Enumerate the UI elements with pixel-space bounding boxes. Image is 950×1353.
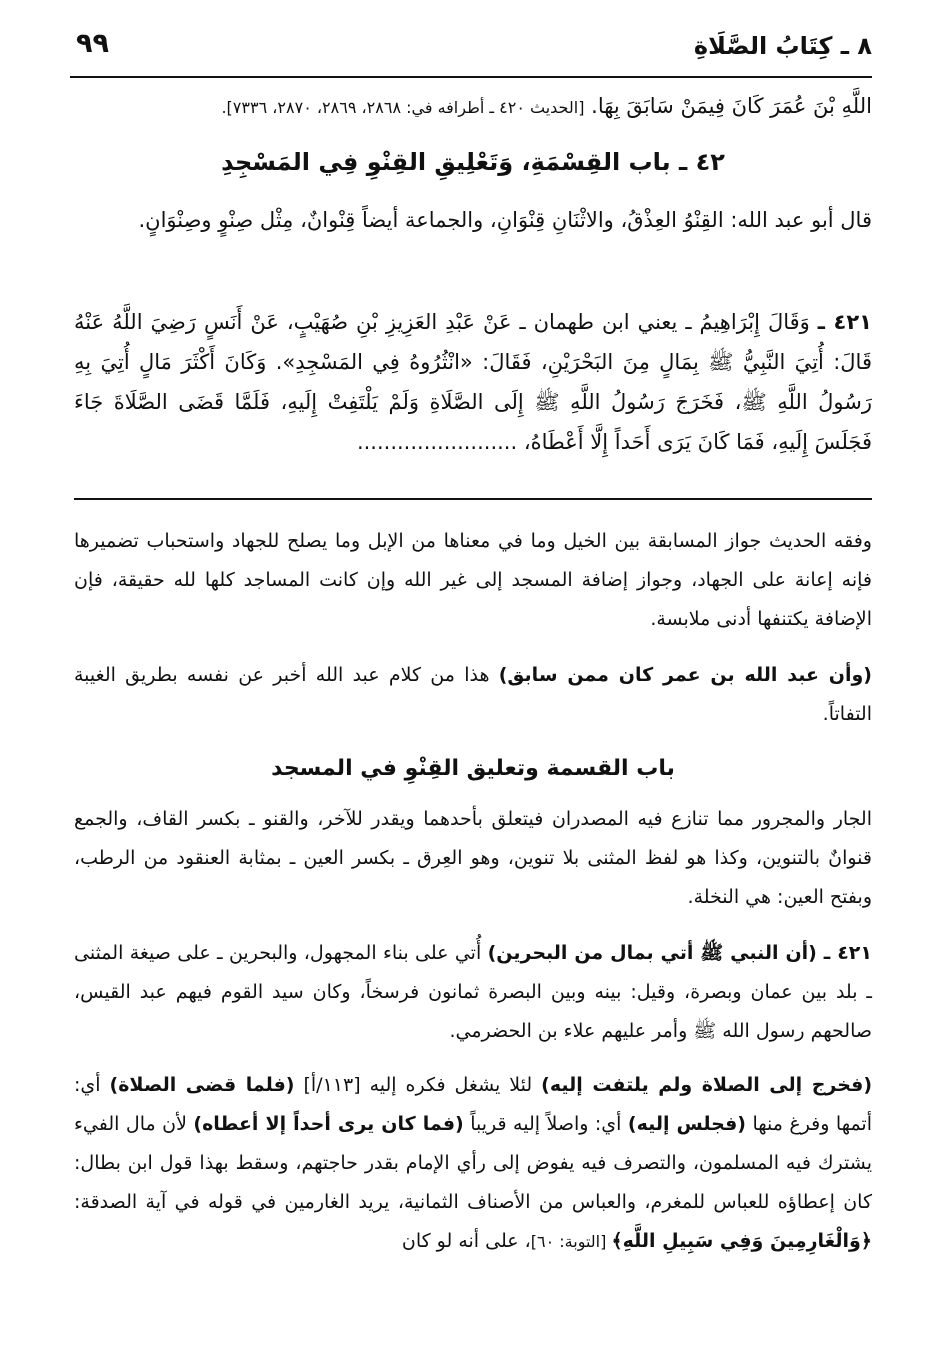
- abu-abdillah-paragraph: قال أبو عبد الله: القِنْوُ العِذْقُ، والاثْنَانِ قِنْوَانِ، والجماعة أيضاً قِنْوانٌ، مِثْل صِنْوٍ وصِنْوَانٍ.: [138, 208, 872, 232]
- hadith-text: وَقَالَ إِبْرَاهِيمُ ـ يعني ابن طهمان ـ عَنْ عَبْدِ العَزِيزِ بْنِ صُهَيْبٍ، عَنْ أَنَسٍ رَضِيَ اللَّهُ عَنْهُ قَالَ: أُتِيَ النَّبِيُّ ﷺ بِمَالٍ مِنَ البَحْرَيْنِ، فَقَالَ: «انْثُرُوهُ فِي المَسْجِدِ». وَكَانَ أَكْثَرَ مَالٍ أُتِيَ بِهِ رَسُولُ اللَّهِ ﷺ، فَخَرَجَ رَسُولُ اللَّهِ ﷺ إِلَى الصَّلَاةِ وَلَمْ يَلْتَفِتْ إِلَيهِ، فَلَمَّا قَضَى الصَّلَاةَ جَاءَ فَجَلَسَ إِلَيهِ، فَمَا كَانَ يَرَى أَحَداً إِلَّا أَعْطَاهُ، ........................: [74, 310, 872, 454]
- chapter-title: ٨ ـ كِتَابُ الصَّلَاةِ: [693, 32, 872, 60]
- carryover-text: اللَّهِ بْنَ عُمَرَ كَانَ فِيمَنْ سَابَقَ بِهَا.: [591, 94, 872, 118]
- sharh-comment: لئلا يشغل فكره إليه [١١٣/أ]: [294, 1074, 542, 1096]
- sharh-comment: أي: واصلاً إليه قريباً: [463, 1113, 628, 1135]
- footnote-divider: [74, 498, 872, 500]
- sharh-comment: أي: أتمها وفرغ منها: [74, 1074, 872, 1135]
- page-number: ٩٩: [76, 28, 109, 59]
- sharh-paragraph-2: [74, 656, 872, 734]
- sharh-paragraph-1: وفقه الحديث جواز المسابقة بين الخيل وما في معناها من الإبل وما يصلح للجهاد واستحباب تضميرها فإنه إعانة على الجهاد، وجواز إضافة المسجد إلى غير الله وإن كانت المساجد كلها لله حقيقة، فإن الإضافة يكتنفها أدنى ملابسة.: [74, 530, 872, 630]
- sharh-comment: أُتي على بناء المجهول، والبحرين ـ على صيغة المثنى ـ بلد بين عمان وبصرة، وقيل: بينه وبين البصرة ثمانون فرسخاً، وكان سيد القوم فيهم عبد القيس، صالحهم رسول الله ﷺ وأمر عليهم علاء بن الحضرمي.: [74, 942, 872, 1042]
- page-header: [70, 24, 872, 78]
- sharh-quote: (فلما قضى الصلاة): [109, 1074, 295, 1096]
- hadith-421: [74, 302, 872, 462]
- bab-title: ٤٢ ـ باب القِسْمَةِ، وَتَعْلِيقِ القِنْوِ فِي المَسْجِدِ: [221, 148, 725, 176]
- hadith-number: ٤٢١ ـ: [817, 310, 872, 334]
- carryover-line: [74, 86, 872, 128]
- sharh-bab-heading: باب القسمة وتعليق القِنْوِ في المسجد: [271, 756, 675, 781]
- sharh-quote: (فخرج إلى الصلاة ولم يلتفت إليه): [541, 1074, 873, 1096]
- sharh-comment: ، على أنه لو كان: [401, 1230, 531, 1252]
- sharh-quote: (فجلس إليه): [627, 1113, 746, 1135]
- sharh-quote: (وأن عبد الله بن عمر كان ممن سابق): [498, 664, 872, 686]
- sharh-paragraph-3: الجار والمجرور مما تنازع فيه المصدران فيتعلق بأحدهما ويقدر للآخر، والقنو ـ بكسر القاف، والجمع قنوانٌ بالتنوين، وكذا هو لفظ المثنى بلا تنوين، وهو العِرق ـ بكسر العين ـ بمثابة العنقود من الرطب، وبفتح العين: هي النخلة.: [74, 808, 872, 908]
- quran-verse: ﴿وَالْغَارِمِينَ وَفِي سَبِيلِ اللَّهِ﴾: [611, 1230, 872, 1252]
- hadith-cross-reference: [الحديث ٤٢٠ ـ أطرافه في: ٢٨٦٨، ٢٨٦٩، ٢٨٧٠، ٧٣٣٦].: [221, 98, 585, 117]
- sharh-paragraph-5: [74, 1066, 872, 1261]
- sharh-comment: هذا من كلام عبد الله أخبر عن نفسه بطريق الغيبة التفاتاً.: [74, 664, 872, 725]
- verse-reference: [التوبة: ٦٠]: [530, 1232, 612, 1251]
- sharh-paragraph-4: [74, 934, 872, 1051]
- sharh-quote: (فما كان يرى أحداً إلا أعطاه): [193, 1113, 464, 1135]
- sharh-quote: (أن النبي ﷺ أتي بمال من البحرين): [487, 942, 817, 964]
- sharh-hadith-number: ٤٢١ ـ: [816, 942, 872, 964]
- sharh-comment: لأن مال الفيء يشترك فيه المسلمون، والتصرف فيه يفوض إلى رأي الإمام بقدر حاجتهم، وسقط بهذا قول ابن بطال: كان إعطاؤه للعباس للمغرم، والعباس من الأصناف الثمانية، يريد الغارمين في قوله في آية الصدقة:: [74, 1113, 872, 1213]
